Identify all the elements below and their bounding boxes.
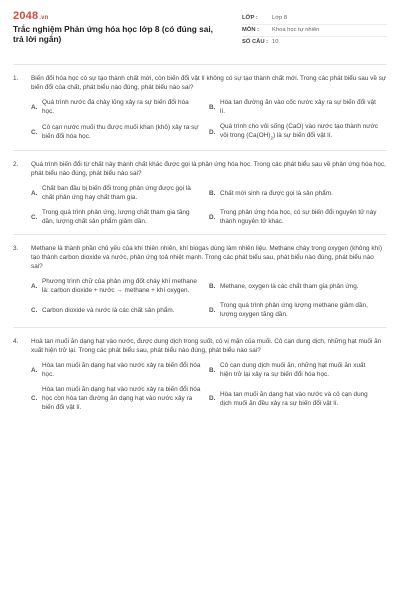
option-letter: C.	[31, 395, 38, 403]
option-letter: D.	[209, 306, 216, 314]
page-header	[13, 10, 387, 48]
option-b[interactable]	[209, 361, 387, 379]
question-2	[13, 150, 387, 234]
option-text: Trong quá trình phản ứng, lượng chất tham gia tăng dần, lượng chất sản phẩm giảm dần.	[42, 209, 190, 226]
subscript: 2	[270, 135, 273, 141]
meta-row-subject	[242, 25, 387, 37]
option-b[interactable]	[209, 277, 387, 295]
site-logo[interactable]	[13, 10, 218, 22]
question-text: Hoà tan muối ăn dạng hạt vào nước, được dung dịch trong suốt, có vị mặn của muối. Cô cạn dung dịch, những hạt muối ăn xuất hiện trở lại. Trong các phát biểu sau, phát biểu nào đúng, phát biểu nào sai?	[31, 338, 382, 355]
option-text: Chất ban đầu bị biến đổi trong phản ứng được gọi là chất phản ứng hay chất tham gia.	[42, 185, 191, 202]
option-a[interactable]	[31, 361, 209, 379]
option-a[interactable]	[31, 184, 209, 202]
answer-options	[13, 178, 387, 234]
option-letter: D.	[209, 395, 216, 403]
option-text: Hòa tan muối ăn dạng hạt vào nước xảy ra biến đổi hóa học.	[42, 362, 201, 379]
option-letter: C.	[31, 213, 38, 221]
option-letter: A.	[31, 366, 38, 374]
option-a[interactable]	[31, 277, 209, 295]
option-text: Cô cạn dung dịch muối ăn, những hạt muối ăn xuất hiện trở lại xảy ra sự biến đổi hóa học.	[220, 362, 366, 379]
question-text: Biến đổi hóa học có sự tạo thành chất mới, còn biến đổi vật lí không có sự tạo thành chất mới. Trong các phát biểu sau về sự biến đổi của chất, phát biểu nào đúng, phát biểu nào sai?	[31, 75, 387, 91]
page-title: Trắc nghiệm Phản ứng hóa học lớp 8 (có đúng sai, trả lời ngắn)	[13, 24, 213, 44]
option-c[interactable]	[31, 385, 209, 412]
option-text: Hòa tan muối ăn dạng hạt vào nước xảy ra biến đổi hóa học còn hòa tan đường ăn dạng hạt vào nước xảy ra biến đổi vật lí.	[42, 386, 201, 412]
question-number: 1.	[13, 75, 19, 82]
option-letter: B.	[209, 282, 216, 290]
option-text: Quá trình nước đá chảy lỏng xảy ra sự biến đổi hóa học.	[42, 99, 189, 115]
meta-value: Lớp 8	[272, 15, 288, 21]
option-d[interactable]	[209, 122, 387, 142]
option-letter: B.	[209, 189, 216, 197]
option-letter: A.	[31, 282, 38, 290]
answer-options	[13, 271, 387, 327]
option-letter: C.	[31, 306, 38, 314]
meta-row-count	[242, 37, 387, 48]
option-text: Trong quá trình phản ứng lượng methane giảm dần, lượng oxygen tăng dần.	[220, 302, 368, 319]
question-3	[13, 234, 387, 327]
option-letter: D.	[209, 128, 216, 136]
question-text: Quá trình biến đổi từ chất này thành chất khác được gọi là phản ứng hóa học. Trong các phát biểu sau về phản ứng hóa học, phát biểu nào đúng, phát biểu nào sai?	[31, 161, 386, 178]
question-number: 3.	[13, 245, 19, 253]
option-c[interactable]	[31, 122, 209, 142]
option-a[interactable]	[31, 98, 209, 116]
option-text: Cô cạn nước muối thu được muối khan (khô) xảy ra sự biến đổi hóa học.	[42, 124, 199, 141]
question-stem	[13, 235, 387, 271]
meta-label: SỐ CÂU :	[242, 39, 269, 45]
answer-options	[13, 92, 387, 150]
option-text: Carbon dioxide và nước là các chất sản phẩm.	[42, 306, 175, 314]
option-letter: B.	[209, 103, 216, 111]
option-d[interactable]	[209, 385, 387, 412]
answer-options	[13, 355, 387, 420]
question-stem	[13, 328, 387, 355]
option-c[interactable]	[31, 208, 209, 226]
option-letter: A.	[31, 189, 38, 197]
option-text: Hòa tan muối ăn dạng hạt vào nước và cô cạn dung dịch muối ăn đều xảy ra sự biến đổi vật lí.	[220, 390, 368, 407]
logo-text: 2048	[13, 10, 39, 22]
option-text-part: Quá trình cho vôi sống (CaO) vào nước tạo thành nước vôi trong (Ca(OH)	[220, 123, 378, 139]
question-1	[13, 65, 387, 150]
option-text-part: ) là sự biến đổi vật lí.	[272, 132, 333, 139]
option-text	[220, 122, 379, 142]
option-text: Methane, oxygen là các chất tham gia phản ứng.	[220, 282, 359, 290]
question-stem	[13, 65, 387, 92]
option-text: Hòa tan đường ăn vào cốc nước xảy ra sự biến đổi vật lí.	[220, 99, 376, 115]
logo-suffix: .vn	[39, 15, 49, 21]
question-4	[13, 327, 387, 420]
question-number: 4.	[13, 338, 19, 346]
meta-value: Khoa học tự nhiên	[272, 27, 320, 33]
option-b[interactable]	[209, 184, 387, 202]
meta-label: MÔN :	[242, 27, 260, 33]
option-letter: A.	[31, 103, 38, 111]
option-b[interactable]	[209, 98, 387, 116]
question-stem	[13, 151, 387, 178]
brand-block	[13, 10, 218, 44]
option-letter: B.	[209, 366, 216, 374]
option-d[interactable]	[209, 208, 387, 226]
meta-table	[242, 13, 387, 48]
option-c[interactable]	[31, 301, 209, 319]
option-letter: C.	[31, 128, 38, 136]
question-number: 2.	[13, 161, 19, 169]
meta-label: LỚP :	[242, 15, 258, 21]
option-text: Trong phản ứng hóa học, có sự biến đổi nguyên tử này thành nguyên tử khác.	[220, 209, 377, 226]
meta-row-class	[242, 13, 387, 25]
meta-value: 10	[272, 39, 279, 45]
option-letter: D.	[209, 213, 216, 221]
option-text: Phương trình chữ của phản ứng đốt cháy khí methane là: carbon dioxide + nước → methane + khí oxygen.	[42, 278, 197, 295]
option-d[interactable]	[209, 301, 387, 319]
question-text: Methane là thành phần chủ yếu của khí thiên nhiên, khí biogas dùng làm nhiên liệu. Methane cháy trong oxygen (không khí) tạo thành carbon dioxide và nước, phản ứng toả nhiệt mạnh. Trong các phát biểu sau, phát biểu nào đúng, phát biểu nào sai?	[31, 245, 383, 271]
option-text: Chất mới sinh ra được gọi là sản phẩm.	[220, 189, 333, 197]
